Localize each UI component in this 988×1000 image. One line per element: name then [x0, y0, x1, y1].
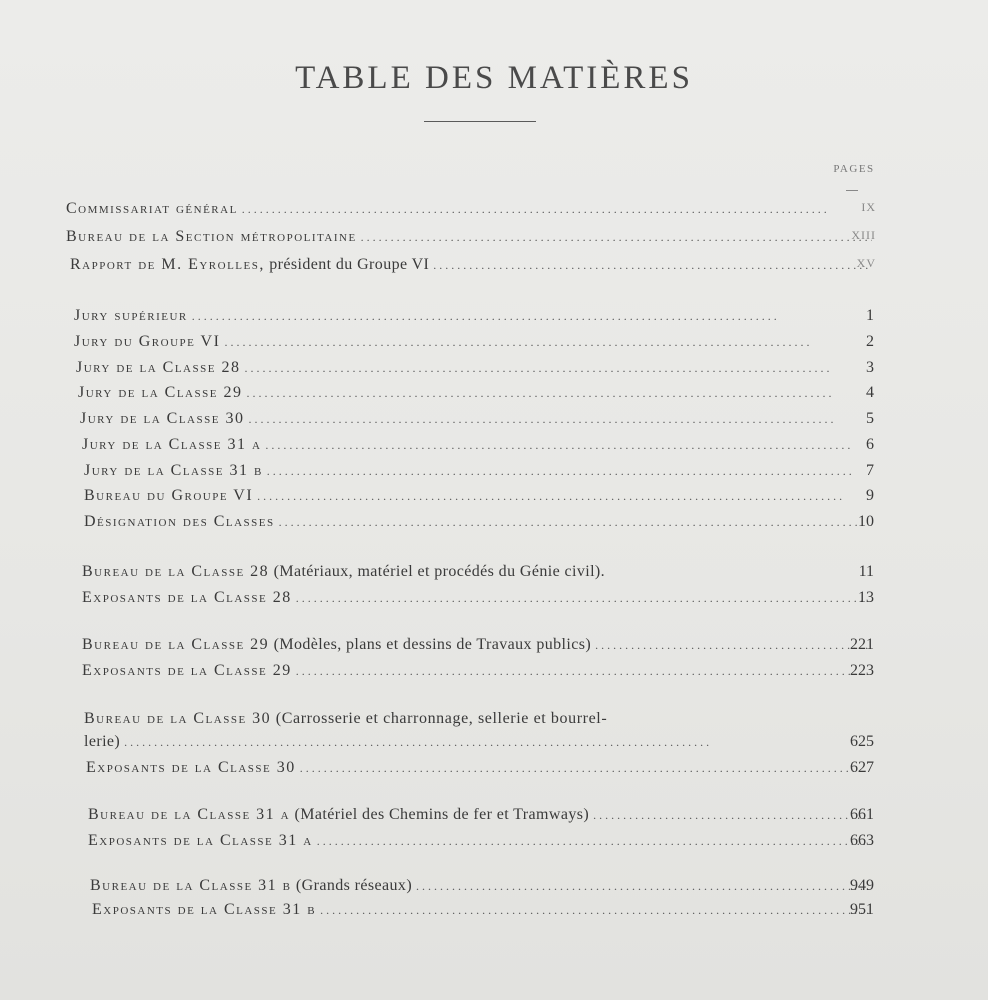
leader-dots	[296, 664, 870, 679]
toc-entry-label: lerie)	[84, 733, 121, 750]
toc-entry	[74, 307, 874, 331]
toc-entry-label: Jury de la Classe 29	[78, 384, 243, 401]
toc-entry-page: 661	[850, 806, 874, 823]
toc-entry-label: Bureau de la Classe 28 (Matériaux, matériel et procédés du Génie civil).	[82, 563, 606, 580]
toc-entry-label: Désignation des Classes	[84, 513, 275, 530]
toc-entry	[84, 733, 874, 757]
leader-dots	[248, 412, 870, 427]
toc-entry	[74, 333, 874, 357]
toc-entry	[76, 359, 874, 383]
toc-entry-page: 221	[850, 636, 874, 653]
toc-entry	[88, 806, 874, 830]
toc-entry	[84, 487, 874, 511]
leader-dots	[244, 361, 870, 376]
toc-entry-page: 6	[866, 436, 874, 453]
toc-entry-page: 13	[858, 589, 874, 606]
toc-entry-label: Jury de la Classe 28	[76, 359, 241, 376]
toc-entry-page: 11	[858, 563, 874, 580]
leader-dots	[265, 438, 870, 453]
toc-entry-page: 627	[850, 759, 874, 776]
toc-entry-page: IX	[861, 200, 876, 214]
toc-entry-label: Jury du Groupe VI	[74, 333, 221, 350]
leader-dots	[192, 309, 870, 324]
toc-entry-label: Jury supérieur	[74, 307, 188, 324]
toc-entry-label: Rapport de M. Eyrolles, président du Groupe VI	[70, 256, 430, 273]
toc-entry-first-line: Bureau de la Classe 30 (Carrosserie et charronnage, sellerie et bourrel-	[84, 710, 608, 727]
toc-entry-label: Jury de la Classe 31 a	[82, 436, 262, 453]
toc-entry-label: Jury de la Classe 30	[80, 410, 245, 427]
toc-entry	[82, 436, 874, 460]
leader-dots	[296, 591, 870, 606]
toc-entry-page: 223	[850, 662, 874, 679]
leader-dots	[267, 464, 870, 479]
toc-entry-page: 5	[866, 410, 874, 427]
toc-entry-label: Jury de la Classe 31 b	[84, 462, 263, 479]
leader-dots	[246, 386, 870, 401]
leader-dots	[320, 903, 870, 918]
toc-entry	[84, 462, 874, 486]
toc-entry-page: 4	[866, 384, 874, 401]
leader-dots	[361, 230, 872, 245]
pages-column-heading: PAGES	[833, 163, 875, 175]
toc-entry	[80, 410, 874, 434]
toc-entry-label: Bureau de la Classe 31 b (Grands réseaux)	[90, 877, 413, 894]
toc-entry-label: Bureau du Groupe VI	[84, 487, 254, 504]
leader-dots	[416, 879, 870, 894]
toc-entry	[92, 901, 874, 925]
toc-entry-label: Bureau de la Classe 31 a (Matériel des Chemins de fer et Tramways)	[88, 806, 590, 823]
leader-dots	[279, 515, 870, 530]
leader-dots	[433, 258, 872, 273]
toc-entry	[82, 662, 874, 686]
toc-entry	[88, 832, 874, 856]
toc-entry-label: Exposants de la Classe 28	[82, 589, 292, 606]
toc-entry	[82, 589, 874, 613]
leader-dots	[224, 335, 870, 350]
toc-entry	[82, 563, 874, 587]
page-title: TABLE DES MATIÈRES	[295, 60, 693, 97]
toc-entry-page: 9	[866, 487, 874, 504]
toc-entry-page: 951	[850, 901, 874, 918]
toc-entry-label: Commissariat général	[66, 200, 238, 217]
toc-entry-label: Exposants de la Classe 30	[86, 759, 296, 776]
leader-dots	[300, 761, 870, 776]
toc-entry-page: 2	[866, 333, 874, 350]
toc-entry-page: 625	[850, 733, 874, 750]
toc-entry-page: 3	[866, 359, 874, 376]
pages-heading-rule	[846, 190, 858, 191]
toc-entry-page: 7	[866, 462, 874, 479]
toc-entry	[86, 759, 874, 783]
leader-dots	[124, 735, 870, 750]
toc-entry-label: Exposants de la Classe 29	[82, 662, 292, 679]
toc-entry-page: XV	[856, 256, 876, 270]
toc-entry-label: Exposants de la Classe 31 a	[88, 832, 313, 849]
toc-entry-page: 663	[850, 832, 874, 849]
toc-entry-label: Exposants de la Classe 31 b	[92, 901, 317, 918]
toc-entry	[90, 877, 874, 901]
leader-dots	[257, 489, 870, 504]
toc-entry-page: 10	[858, 513, 874, 530]
toc-entry	[82, 636, 874, 660]
toc-entry-page: 1	[866, 307, 874, 324]
toc-entry	[78, 384, 874, 408]
leader-dots	[242, 202, 872, 217]
toc-entry	[70, 256, 876, 280]
toc-entry	[66, 228, 876, 252]
toc-entry	[84, 513, 874, 537]
toc-entry	[66, 200, 876, 224]
toc-entry-label: Bureau de la Classe 29 (Modèles, plans et dessins de Travaux publics)	[82, 636, 592, 653]
leader-dots	[317, 834, 870, 849]
toc-entry-page: XIII	[851, 228, 876, 242]
toc-entry-page: 949	[850, 877, 874, 894]
title-rule	[424, 121, 536, 122]
toc-entry-label: Bureau de la Section métropolitaine	[66, 228, 357, 245]
